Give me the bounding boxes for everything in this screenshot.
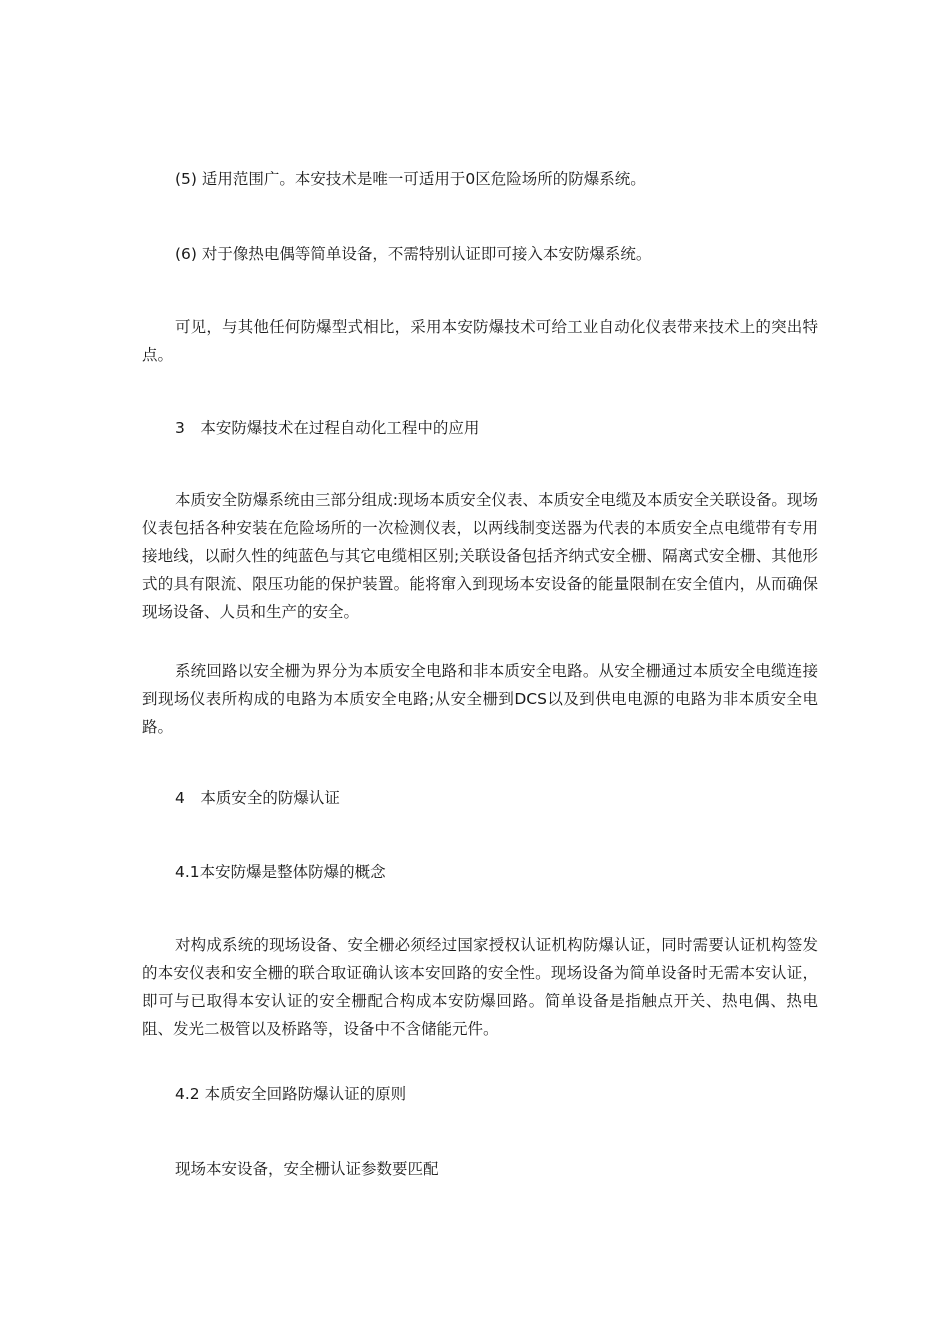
list-item-6: (6) 对于像热电偶等简单设备，不需特别认证即可接入本安防爆系统。 <box>175 245 652 263</box>
paragraph-system-composition: 本质安全防爆系统由三部分组成:现场本质安全仪表、本质安全电缆及本质安全关联设备。现场仪表包括各种安装在危险场所的一次检测仪表，以两线制变送器为代表的本质安全点电缆带有专用接地线，以耐久性的纯蓝色与其它电缆相区别;关联设备包括齐纳式安全栅、隔离式安全栅、其他形式的具有限流、限压功能的保护装置。能将窜入到现场本安设备的能量限制在安全值内，从而确保现场设备、人员和生产的安全。 <box>142 491 818 621</box>
paragraph-parameter-matching: 现场本安设备，安全栅认证参数要匹配 <box>175 1160 439 1178</box>
paragraph-conclusion: 可见，与其他任何防爆型式相比，采用本安防爆技术可给工业自动化仪表带来技术上的突出特点。 <box>142 318 818 364</box>
paragraph-certification: 对构成系统的现场设备、安全栅必须经过国家授权认证机构防爆认证，同时需要认证机构签发的本安仪表和安全栅的联合取证确认该本安回路的安全性。现场设备为简单设备时无需本安认证，即可与已取得本安认证的安全栅配合构成本安防爆回路。简单设备是指触点开关、热电偶、热电阻、发光二极管以及桥路等，设备中不含储能元件。 <box>142 936 818 1038</box>
list-item-5: (5) 适用范围广。本安技术是唯一可适用于0区危险场所的防爆系统。 <box>175 170 646 188</box>
section-heading-4: 4 本质安全的防爆认证 <box>175 789 340 807</box>
section-heading-3: 3 本安防爆技术在过程自动化工程中的应用 <box>175 419 480 437</box>
section-heading-4-1: 4.1本安防爆是整体防爆的概念 <box>175 863 386 881</box>
paragraph-circuit-division: 系统回路以安全栅为界分为本质安全电路和非本质安全电路。从安全栅通过本质安全电缆连接到现场仪表所构成的电路为本质安全电路;从安全栅到DCS以及到供电电源的电路为非本质安全电路。 <box>142 662 818 736</box>
section-heading-4-2: 4.2 本质安全回路防爆认证的原则 <box>175 1085 407 1103</box>
